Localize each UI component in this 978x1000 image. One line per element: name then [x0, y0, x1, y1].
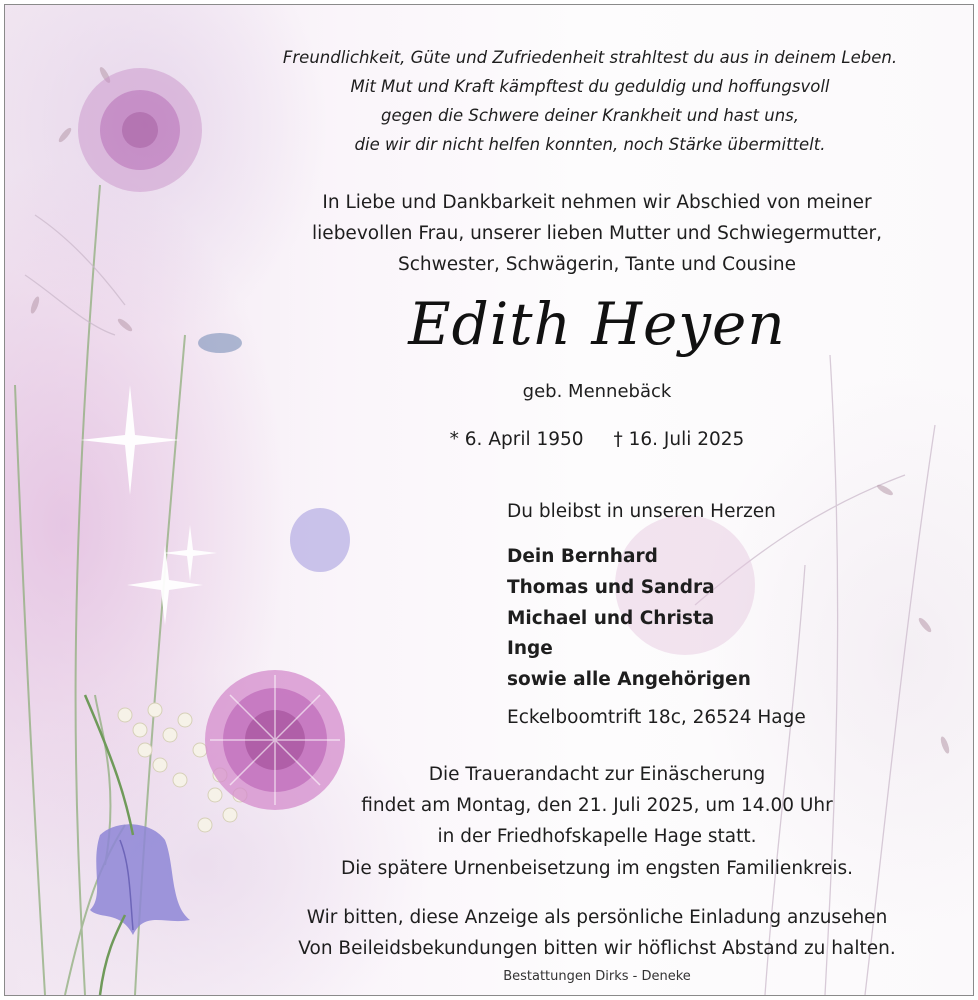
intro-line: Schwester, Schwägerin, Tante und Cousine — [398, 254, 796, 275]
request-line: Von Beileidsbekundungen bitten wir höflichst Abstand zu halten. — [298, 938, 896, 959]
family-address: Eckelboomtrift 18c, 26524 Hage — [507, 707, 806, 728]
service-line: Die Trauerandacht zur Einäscherung — [428, 764, 766, 785]
mourner-name: sowie alle Angehörigen — [507, 669, 751, 691]
mourner-name: Michael und Christa — [507, 607, 715, 629]
life-dates — [237, 429, 957, 450]
obituary-notice — [4, 4, 974, 996]
poem-line: Mit Mut und Kraft kämpftest du geduldig und hoffungsvoll — [350, 77, 830, 96]
mourner-name: Inge — [507, 638, 553, 660]
farewell-intro — [237, 187, 957, 280]
funeral-home-credit: Bestattungen Dirks - Deneke — [503, 969, 691, 984]
memorial-poem — [230, 43, 950, 159]
mourner-name: Thomas und Sandra — [507, 576, 715, 598]
intro-line: In Liebe und Dankbarkeit nehmen wir Abschied von meiner — [322, 192, 872, 213]
service-line: findet am Montag, den 21. Juli 2025, um 14.00 Uhr — [361, 795, 833, 816]
deceased-name: Edith Heyen — [408, 290, 786, 358]
urn-burial-note: Die spätere Urnenbeisetzung im engsten Familienkreis. — [341, 858, 853, 879]
poem-line: Freundlichkeit, Güte und Zufriedenheit strahltest du aus in deinem Leben. — [282, 48, 898, 67]
birth-date: * 6. April 1950 — [449, 429, 584, 450]
request-line: Wir bitten, diese Anzeige als persönliche Einladung anzusehen — [306, 907, 888, 928]
signoff-line: Du bleibst in unseren Herzen — [507, 501, 776, 522]
service-details — [237, 759, 957, 852]
death-date: † 16. Juli 2025 — [613, 429, 745, 450]
poem-line: die wir dir nicht helfen konnten, noch Stärke übermittelt. — [354, 135, 826, 154]
maiden-name: geb. Mennebäck — [522, 381, 672, 402]
service-line: in der Friedhofskapelle Hage statt. — [437, 826, 757, 847]
intro-line: liebevollen Frau, unserer lieben Mutter und Schwiegermutter, — [312, 223, 882, 244]
mourner-name: Dein Bernhard — [507, 546, 658, 567]
poem-line: gegen die Schwere deiner Krankheit und hast uns, — [381, 106, 799, 125]
mourners-list — [507, 542, 751, 696]
condolence-request — [237, 902, 957, 964]
